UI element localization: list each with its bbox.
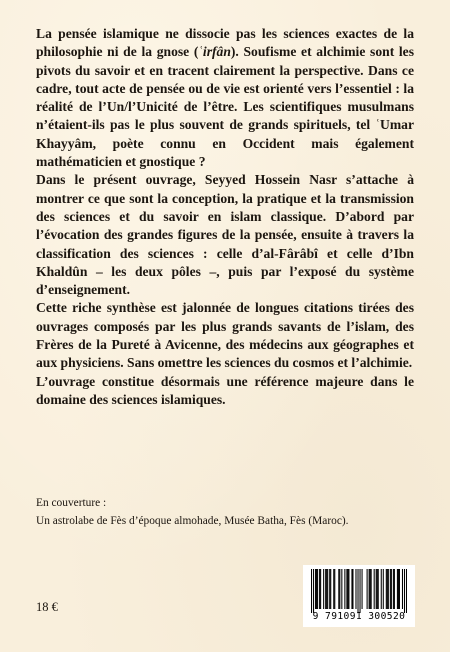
barcode-bar (376, 569, 377, 609)
barcode-bar (319, 569, 320, 609)
barcode-bar (344, 569, 345, 609)
cover-credit-text: Un astrolabe de Fès d’époque almohade, Musée Batha, Fès (Maroc). (36, 515, 349, 527)
blurb-paragraph-3: Cette riche synthèse est jalonnée de longues citations tirées des ouvrages composés par les plus grands savants de l’islam, des Frères de la Pureté à Avicenne, des médecins aux géographes et aux physiciens. Sans omettre les sciences du cosmos et l’alchimie. (36, 300, 414, 371)
blurb-p1-end: ). Soufisme et alchimie sont les pivots du savoir et en tracent clairement la perspective. Dans ce cadre, tout acte de pensée ou de vie est orienté vers l’essentiel : la réalité de l’Un/l’Unicité de l’être. Les scientifiques musulmans n’étaient-ils pas le plus souvent de grands spirituels, tel ʿUmar Khayyâm, poète connu en Occident mais également mathématicien et gnostique ? (36, 44, 414, 170)
barcode-bar (327, 569, 328, 609)
barcode-bar (402, 569, 403, 609)
barcode-bar (341, 569, 342, 609)
barcode-bar (390, 569, 391, 609)
barcode-bar (406, 569, 407, 613)
barcode-bar (352, 569, 353, 609)
barcode-bar (388, 569, 389, 609)
barcode-bar (391, 569, 392, 609)
cover-credit-label: En couverture : (36, 497, 107, 509)
barcode-bar (360, 569, 361, 613)
barcode-bar (348, 569, 349, 609)
barcode-bar (313, 569, 314, 613)
barcode-bar (346, 569, 347, 609)
barcode-bar (383, 569, 384, 609)
barcode-bar (394, 569, 395, 609)
barcode-bar (334, 569, 335, 609)
barcode-bar (347, 569, 348, 609)
barcode-bars (311, 569, 407, 613)
barcode-bar (326, 569, 327, 609)
barcode-bar (323, 569, 324, 609)
barcode-bar (399, 569, 400, 609)
isbn-number: 9 791091 300520 (312, 611, 406, 622)
barcode-bar (355, 569, 356, 609)
barcode-bar (339, 569, 340, 609)
barcode-bar (398, 569, 399, 609)
barcode-bar (362, 569, 363, 609)
barcode-bar (393, 569, 394, 609)
barcode-bar (367, 569, 368, 609)
barcode-bar (374, 569, 375, 609)
barcode-bar (330, 569, 331, 609)
barcode-bar (311, 569, 312, 613)
barcode-bar (317, 569, 318, 609)
barcode-bar (329, 569, 330, 609)
barcode-bar (338, 569, 339, 609)
blurb-paragraph-1 (36, 25, 414, 171)
barcode-bar (378, 569, 379, 609)
blurb-paragraph-4: L’ouvrage constitue désormais une référence majeure dans le domaine des sciences islamiques. (36, 373, 414, 407)
barcode-bar (404, 569, 405, 613)
barcode-bar (316, 569, 317, 609)
barcode-bar (357, 569, 358, 613)
blurb-p1-start: La pensée islamique ne dissocie pas les sciences exactes de la philosophie ni de la gnose ( (36, 26, 414, 60)
barcode-bar (315, 569, 316, 609)
barcode-bar (387, 569, 388, 609)
price: 18 € (36, 600, 58, 614)
barcode-bar (325, 569, 326, 609)
barcode-bar (369, 569, 370, 609)
barcode-bar (351, 569, 352, 609)
barcode-bar (386, 569, 387, 609)
barcode (303, 565, 415, 627)
barcode-bar (381, 569, 382, 609)
blurb-p1-term: ʿirfân (198, 44, 231, 60)
cover-credit (36, 494, 426, 530)
barcode-bar (371, 569, 372, 609)
barcode-bar (397, 569, 398, 609)
barcode-bar (333, 569, 334, 609)
blurb-paragraph-2: Dans le présent ouvrage, Seyyed Hossein Nasr s’attache à montrer ce que sont la conception, la pratique et la transmission des sciences et du savoir en islam classique. D’abord par l’évocation des grandes figures de la pensée, ensuite à travers la classification des sciences : celle d’al-Fârâbî et celle d’Ibn Khaldûn – les deux pôles –, puis par l’exposé du système d’enseignement. (36, 172, 414, 298)
back-cover-blurb (36, 25, 414, 409)
barcode-bar (320, 569, 321, 609)
barcode-bar (377, 569, 378, 609)
barcode-bar (370, 569, 371, 609)
